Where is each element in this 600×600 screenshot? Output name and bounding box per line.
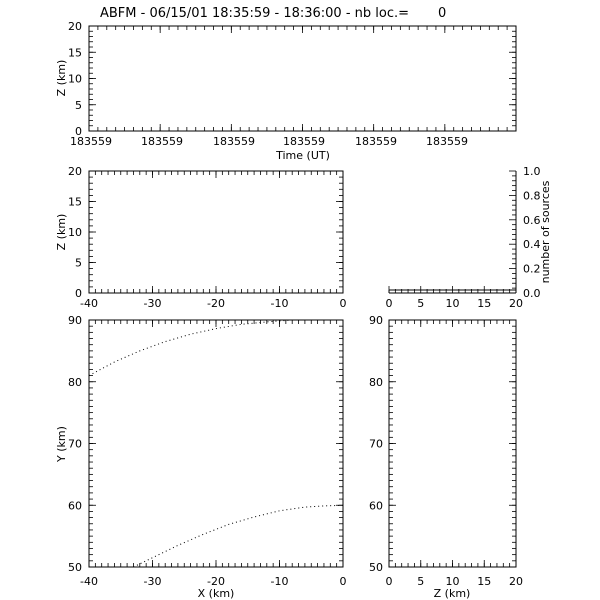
histogram-xtick-label: 5 [417, 297, 425, 310]
histogram-xtick-label: 20 [509, 297, 523, 310]
z-y-xtick-label: 5 [417, 575, 425, 588]
x-y-xtick-label: -20 [207, 575, 225, 588]
histogram-ytick-label: 1.0 [523, 165, 541, 178]
x-z-xtick-label: -10 [270, 297, 289, 310]
x-z-ylabel: Z (km) [55, 213, 68, 251]
time-height-ytick-label: 20 [68, 20, 82, 33]
time-height-ytick-label: 0 [75, 125, 82, 138]
time-height-xtick-label: 183559 [70, 135, 112, 148]
z-y-xlabel: Z (km) [433, 587, 471, 600]
x-y-xtick-label: -30 [143, 575, 162, 588]
time-height-xtick-label: 183559 [355, 135, 397, 148]
z-y-xtick-label: 10 [445, 575, 460, 588]
figure-title: ABFM - 06/15/01 18:35:59 - 18:36:00 - nb loc.= 0 [100, 6, 447, 21]
histogram-xtick-label: 0 [385, 297, 393, 310]
time-height-xtick-label: 183559 [283, 135, 325, 148]
x-z-xtick-label: 0 [339, 297, 347, 310]
x-z-ytick-label: 0 [75, 287, 82, 300]
histogram-xtick-label: 15 [477, 297, 492, 310]
z-y-ytick-label: 50 [369, 561, 383, 574]
x-z-ytick-label: 10 [68, 226, 82, 239]
z-y-ytick-label: 80 [369, 375, 383, 389]
z-y-xtick-label: 20 [509, 575, 523, 588]
z-y-ytick-label: 70 [369, 437, 383, 451]
time-height-xtick-label: 183559 [426, 135, 468, 148]
histogram-ytick-label: 0.8 [523, 189, 541, 203]
x-y-xtick-label: -40 [80, 575, 98, 588]
time-height-ytick-label: 10 [68, 72, 82, 86]
histogram-ytick-label: 0.4 [523, 238, 541, 252]
histogram-ytick-label: 0.6 [523, 213, 541, 227]
x-y-ytick-label: 50 [68, 561, 82, 574]
z-y-xtick-label: 0 [385, 575, 393, 588]
x-y-ytick-label: 90 [68, 314, 82, 327]
x-z-xtick-label: -40 [80, 297, 98, 310]
time-height-xtick-label: 183559 [213, 135, 255, 148]
time-height-ytick-label: 5 [75, 98, 82, 112]
histogram-ytick-label: 0.2 [523, 262, 541, 276]
x-z-xtick-label: -20 [207, 297, 225, 310]
x-y-xlabel: X (km) [197, 587, 235, 600]
histogram-ytick-label: 0.0 [523, 287, 541, 300]
time-height-ylabel: Z (km) [55, 59, 68, 97]
z-y-ytick-label: 90 [369, 314, 383, 327]
time-height-xtick-label: 183559 [141, 135, 183, 148]
z-y-xtick-label: 15 [477, 575, 492, 588]
x-y-ylabel: Y (km) [55, 426, 68, 462]
x-z-ytick-label: 5 [75, 256, 82, 270]
x-y-ytick-label: 70 [68, 437, 82, 451]
histogram-xtick-label: 10 [445, 297, 460, 310]
x-y-xtick-label: 0 [339, 575, 347, 588]
histogram-ylabel: number of sources [539, 180, 552, 284]
x-z-xtick-label: -30 [143, 297, 162, 310]
x-y-ytick-label: 80 [68, 375, 82, 389]
z-y-ytick-label: 60 [369, 499, 383, 513]
x-z-ytick-label: 20 [68, 165, 82, 178]
x-y-ytick-label: 60 [68, 499, 82, 513]
x-z-ytick-label: 15 [68, 195, 82, 209]
time-height-xlabel: Time (UT) [276, 149, 330, 162]
x-y-xtick-label: -10 [270, 575, 289, 588]
time-height-ytick-label: 15 [68, 46, 82, 60]
